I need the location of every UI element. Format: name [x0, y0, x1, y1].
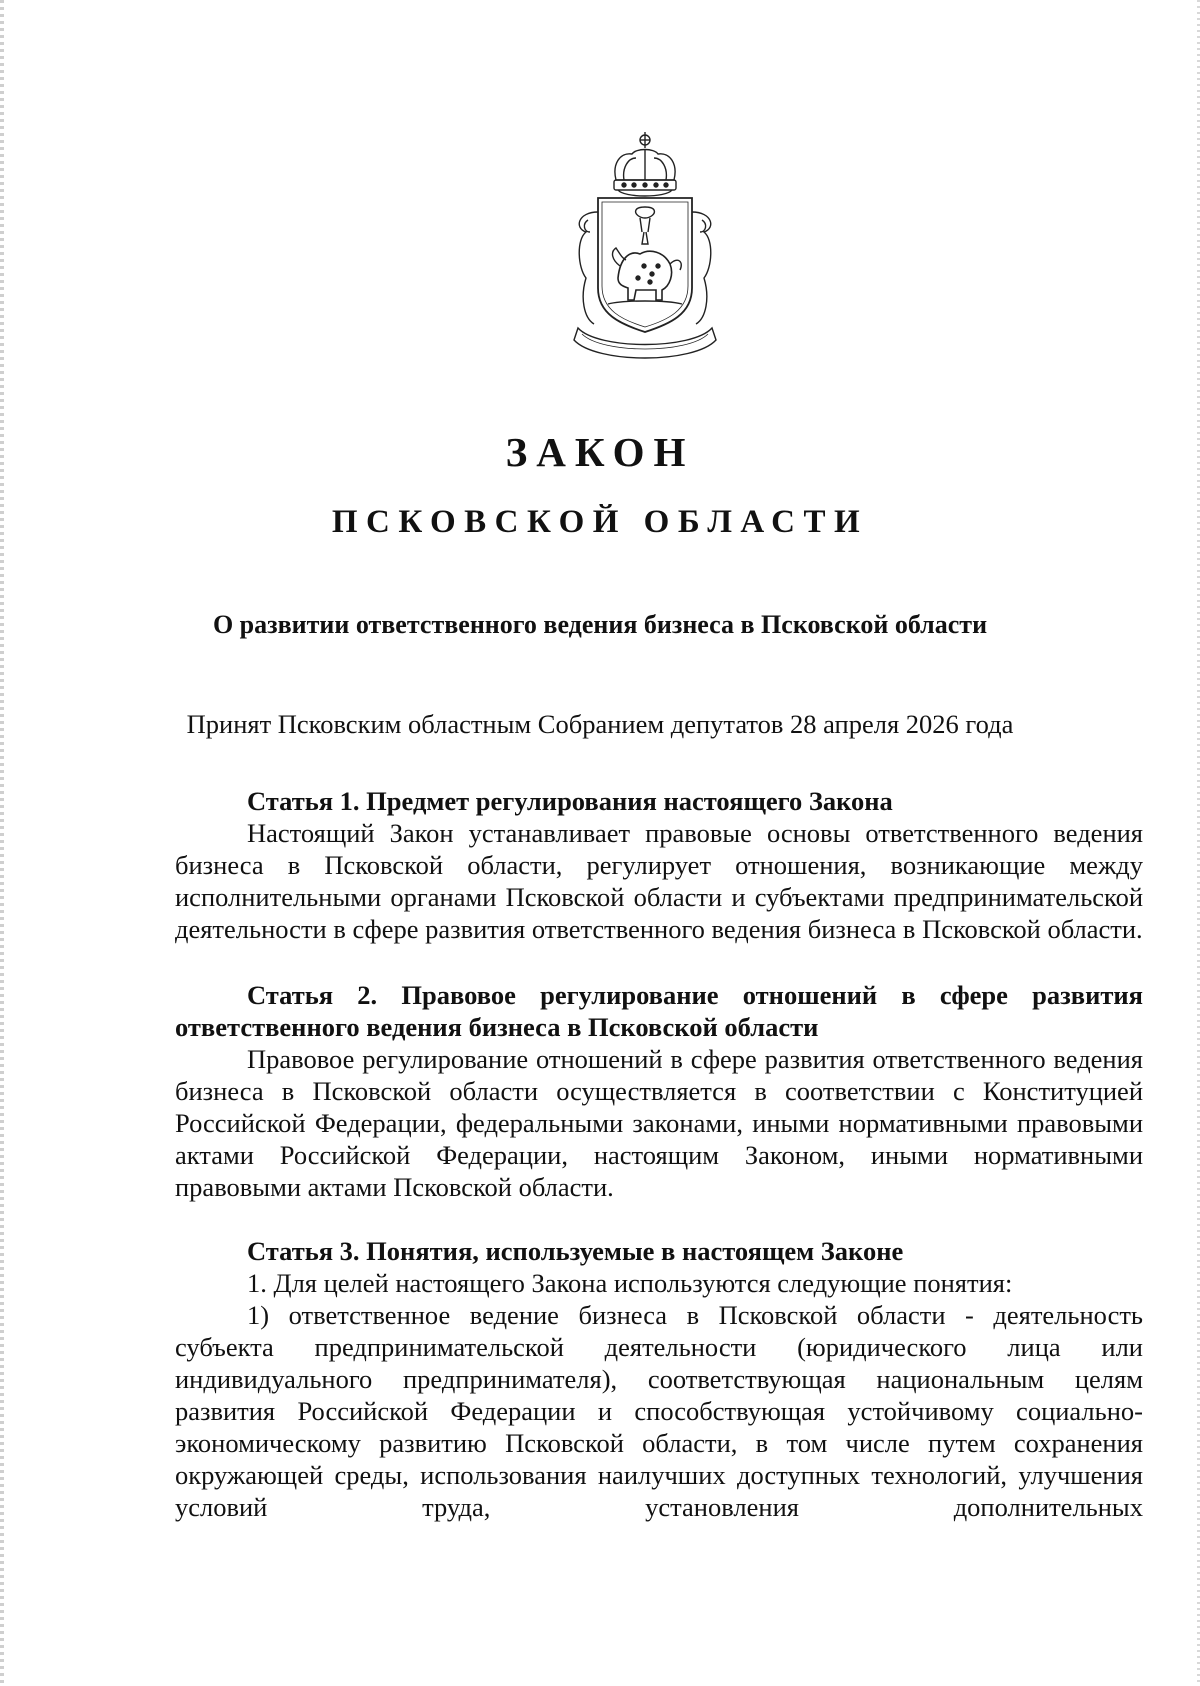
article-3-paragraph-1: 1. Для целей настоящего Закона используются следующие понятия:	[247, 1268, 1013, 1298]
article-2-paragraph: Правовое регулирование отношений в сфере развития ответственного ведения бизнеса в Псковской области осуществляется в соответствии с Конституцией Российской Федерации, федеральными законами, иными нормативными правовыми актами Российской Федерации, настоящим Законом, иными нормативными правовыми актами Псковской области.	[175, 1044, 1143, 1202]
article-1-heading: Статья 1. Предмет регулирования настоящего Закона	[247, 786, 893, 816]
article-3-definition-1: 1) ответственное ведение бизнеса в Псковской области - деятельность субъекта предпринимательской деятельности (юридического лица или индивидуального предпринимателя), соответствующая национальным целям развития Российской Федерации и способствующая устойчивому социально-экономическому развитию Псковской области, в том числе путем сохранения окружающей среды, использования наилучших доступных технологий, улучшения условий труда, установления дополнительных	[175, 1300, 1143, 1522]
article-1-paragraph: Настоящий Закон устанавливает правовые основы ответственного ведения бизнеса в Псковской области, регулирует отношения, возникающие между исполнительными органами Псковской области и субъектами предпринимательской деятельности в сфере развития ответственного ведения бизнеса в Псковской области.	[175, 818, 1143, 944]
article-3-heading: Статья 3. Понятия, используемые в настоящем Законе	[247, 1236, 904, 1266]
law-heading: ЗАКОН	[505, 429, 695, 475]
scan-edge-left	[0, 0, 4, 1686]
law-body	[175, 785, 1143, 1523]
article-2-heading: Статья 2. Правовое регулирование отношений в сфере развития ответственного ведения бизнеса в Псковской области	[175, 980, 1143, 1042]
adoption-note: Принят Псковским областным Собранием депутатов 28 апреля 2026 года	[186, 709, 1014, 739]
law-title: О развитии ответственного ведения бизнеса в Псковской области	[212, 610, 988, 639]
coat-of-arms-emblem	[558, 128, 732, 368]
region-heading: ПСКОВСКОЙ ОБЛАСТИ	[331, 504, 869, 540]
pskov-region-coat-of-arms-icon	[558, 128, 732, 368]
